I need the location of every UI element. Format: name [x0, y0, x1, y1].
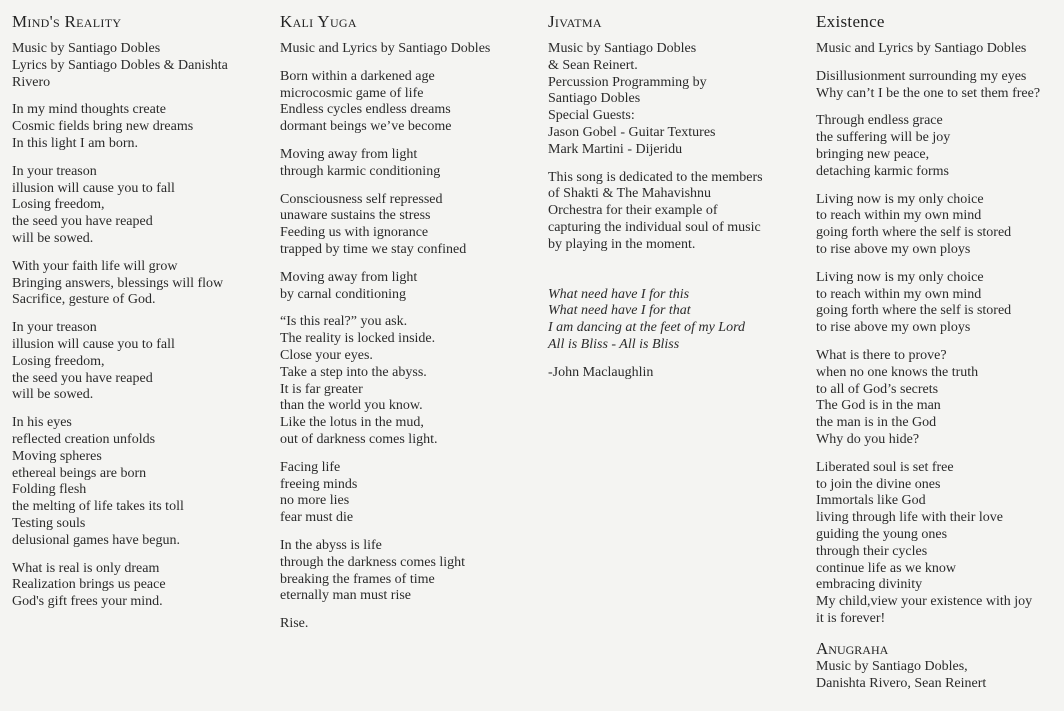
stanza — [12, 164, 274, 248]
lyric-line: My child,view your existence with joy — [816, 594, 1033, 610]
lyric-line: Born within a darkened age — [280, 68, 435, 84]
lyric-line: will be sowed. — [12, 387, 94, 403]
lyric-line: delusional games have begun. — [12, 532, 180, 548]
lyric-line: Immortals like God — [816, 493, 926, 509]
stanza — [816, 192, 1062, 259]
quote-line: All is Bliss - All is Bliss — [548, 336, 680, 352]
lyric-line: Mark Martini - Dijeridu — [548, 141, 683, 157]
lyric-line: by carnal conditioning — [280, 286, 406, 302]
lyric-line: Living now is my only choice — [816, 269, 984, 285]
lyric-line: reflected creation unfolds — [12, 431, 156, 447]
lyric-line: Music and Lyrics by Santiago Dobles — [816, 41, 1027, 56]
lyric-line: the man is in the God — [816, 415, 937, 431]
lyric-line: Moving away from light — [280, 269, 418, 285]
stanza — [548, 41, 810, 159]
stanza — [816, 659, 1062, 693]
lyric-line: going forth where the self is stored — [816, 225, 1012, 241]
lyric-line: the seed you have reaped — [12, 214, 153, 230]
lyric-line: Music and Lyrics by Santiago Dobles — [280, 41, 491, 56]
lyric-line: Living now is my only choice — [816, 191, 984, 207]
lyric-line: detaching karmic forms — [816, 163, 949, 179]
lyric-line: Through endless grace — [816, 113, 943, 129]
stanza — [816, 460, 1062, 628]
lyric-line: will be sowed. — [12, 230, 94, 246]
lyric-line: capturing the individual soul of music — [548, 219, 761, 235]
stanza — [816, 348, 1062, 449]
lyric-line: In the abyss is life — [280, 537, 382, 553]
lyric-line: when no one knows the truth — [816, 364, 979, 380]
stanza — [280, 314, 542, 448]
lyric-line: Percussion Programming by — [548, 74, 707, 90]
lyric-line: out of darkness comes light. — [280, 431, 438, 447]
lyric-line: to all of God’s secrets — [816, 381, 939, 397]
lyric-line: Moving spheres — [12, 448, 102, 464]
lyric-line: by playing in the moment. — [548, 236, 696, 252]
lyric-line: In his eyes — [12, 415, 72, 431]
lyric-line: In your treason — [12, 320, 97, 336]
lyric-line: Losing freedom, — [12, 353, 105, 369]
stanza — [280, 192, 542, 259]
lyric-line: Facing life — [280, 459, 341, 475]
stanza — [816, 270, 1062, 337]
lyric-line: illusion will cause you to fall — [12, 336, 175, 352]
lyric-line: “Is this real?” you ask. — [280, 314, 408, 330]
quote-author-line: -John Maclaughlin — [548, 364, 654, 380]
lyric-line: Feeding us with ignorance — [280, 225, 429, 241]
lyric-line: Realization brings us peace — [12, 577, 166, 593]
lyric-line: to reach within my own mind — [816, 286, 982, 302]
lyric-line: Rivero — [12, 74, 51, 90]
lyric-line: Endless cycles endless dreams — [280, 102, 451, 118]
stanza — [280, 460, 542, 527]
lyric-line: dormant beings we’ve become — [280, 119, 452, 135]
stanza — [280, 616, 542, 633]
lyric-line: continue life as we know — [816, 560, 956, 576]
lyric-line: unaware sustains the stress — [280, 208, 431, 224]
lyric-line: embracing divinity — [816, 577, 923, 593]
lyric-line: through the darkness comes light — [280, 554, 466, 570]
lyric-line: Music by Santiago Dobles — [548, 41, 697, 56]
lyric-line: eternally man must rise — [280, 588, 412, 604]
lyric-line: Folding flesh — [12, 482, 87, 498]
song-title: Existence — [816, 12, 885, 31]
lyric-line: Disillusionment surrounding my eyes — [816, 68, 1027, 84]
lyric-line: Rise. — [280, 616, 309, 632]
lyric-line: no more lies — [280, 493, 350, 509]
stanza — [816, 41, 1062, 58]
lyric-line: ethereal beings are born — [12, 465, 147, 481]
song-existence — [816, 12, 1062, 703]
lyric-line: going forth where the self is stored — [816, 303, 1012, 319]
song-jivatma — [548, 12, 810, 393]
stanza — [12, 320, 274, 404]
lyric-line: Take a step into the abyss. — [280, 364, 427, 380]
stanza — [280, 270, 542, 304]
song-title-anugraha: Anugraha — [816, 638, 889, 658]
stanza — [280, 147, 542, 181]
lyric-line: Lyrics by Santiago Dobles & Danishta — [12, 57, 228, 73]
quote-line: What need have I for this — [548, 286, 690, 302]
lyric-line: to rise above my own ploys — [816, 241, 971, 257]
lyric-line: Sacrifice, gesture of God. — [12, 292, 156, 308]
lyric-line: of Shakti & The Mahavishnu — [548, 186, 712, 202]
lyric-line: Danishta Rivero, Sean Reinert — [816, 675, 987, 691]
lyric-line: through karmic conditioning — [280, 163, 441, 179]
stanza — [12, 561, 274, 611]
lyric-line: bringing new peace, — [816, 146, 930, 162]
lyric-line: the melting of life takes its toll — [12, 499, 184, 515]
lyric-line: Orchestra for their example of — [548, 203, 718, 219]
song-minds-reality — [12, 12, 274, 622]
stanza — [280, 41, 542, 58]
lyric-line: Cosmic fields bring new dreams — [12, 119, 194, 135]
lyric-line: the seed you have reaped — [12, 370, 153, 386]
lyric-line: God's gift frees your mind. — [12, 594, 163, 610]
quote-line: I am dancing at the feet of my Lord — [548, 320, 746, 336]
lyric-line: & Sean Reinert. — [548, 57, 638, 73]
lyric-line: illusion will cause you to fall — [12, 180, 175, 196]
lyric-line: It is far greater — [280, 381, 363, 397]
lyric-line: breaking the frames of time — [280, 571, 435, 587]
stanza — [12, 259, 274, 309]
song-title: Kali Yuga — [280, 12, 357, 31]
lyric-line: The God is in the man — [816, 398, 941, 414]
quote — [548, 287, 810, 354]
lyric-line: the suffering will be joy — [816, 130, 951, 146]
lyric-line: Special Guests: — [548, 108, 635, 124]
lyric-line: In your treason — [12, 163, 97, 179]
lyric-line: to rise above my own ploys — [816, 320, 971, 336]
lyric-line: Losing freedom, — [12, 197, 105, 213]
lyric-line: Music by Santiago Dobles — [12, 41, 161, 56]
stanza — [280, 538, 542, 605]
lyric-line: living through life with their love — [816, 510, 1004, 526]
lyric-line: Moving away from light — [280, 146, 418, 162]
lyric-line: Liberated soul is set free — [816, 459, 954, 475]
stanza — [280, 69, 542, 136]
lyric-line: guiding the young ones — [816, 526, 948, 542]
lyric-line: The reality is locked inside. — [280, 331, 436, 347]
lyric-line: through their cycles — [816, 543, 928, 559]
lyric-line: than the world you know. — [280, 398, 423, 414]
lyric-line: Bringing answers, blessings will flow — [12, 275, 224, 291]
lyric-line: to join the divine ones — [816, 476, 941, 492]
lyric-line: With your faith life will grow — [12, 258, 178, 274]
lyric-line: What is real is only dream — [12, 560, 160, 576]
lyric-line: to reach within my own mind — [816, 208, 982, 224]
song-title: Jivatma — [548, 12, 602, 31]
lyric-line: What is there to prove? — [816, 347, 947, 363]
quote-author — [548, 365, 810, 382]
song-kali-yuga — [280, 12, 542, 644]
lyric-line: Music by Santiago Dobles, — [816, 658, 968, 674]
lyric-line: trapped by time we stay confined — [280, 241, 467, 257]
stanza — [12, 102, 274, 152]
lyric-line: freeing minds — [280, 476, 358, 492]
lyric-line: This song is dedicated to the members — [548, 169, 763, 185]
lyric-line: microcosmic game of life — [280, 85, 424, 101]
stanza — [12, 41, 274, 91]
lyric-line: In my mind thoughts create — [12, 102, 166, 118]
spacer — [548, 265, 810, 287]
lyric-line: Like the lotus in the mud, — [280, 415, 424, 431]
quote-line: What need have I for that — [548, 303, 691, 319]
lyric-line: Why can’t I be the one to set them free? — [816, 85, 1041, 101]
stanza — [816, 113, 1062, 180]
lyric-line: it is forever! — [816, 610, 886, 626]
lyric-line: Testing souls — [12, 515, 86, 531]
song-title: Mind's Reality — [12, 12, 122, 31]
lyric-line: Santiago Dobles — [548, 91, 641, 107]
stanza — [816, 69, 1062, 103]
lyric-line: In this light I am born. — [12, 135, 138, 151]
lyric-line: Jason Gobel - Guitar Textures — [548, 124, 716, 140]
stanza — [548, 170, 810, 254]
lyric-line: Why do you hide? — [816, 431, 920, 447]
lyric-line: Close your eyes. — [280, 347, 373, 363]
lyric-line: Consciousness self repressed — [280, 191, 443, 207]
lyric-line: fear must die — [280, 510, 354, 526]
stanza — [12, 415, 274, 549]
